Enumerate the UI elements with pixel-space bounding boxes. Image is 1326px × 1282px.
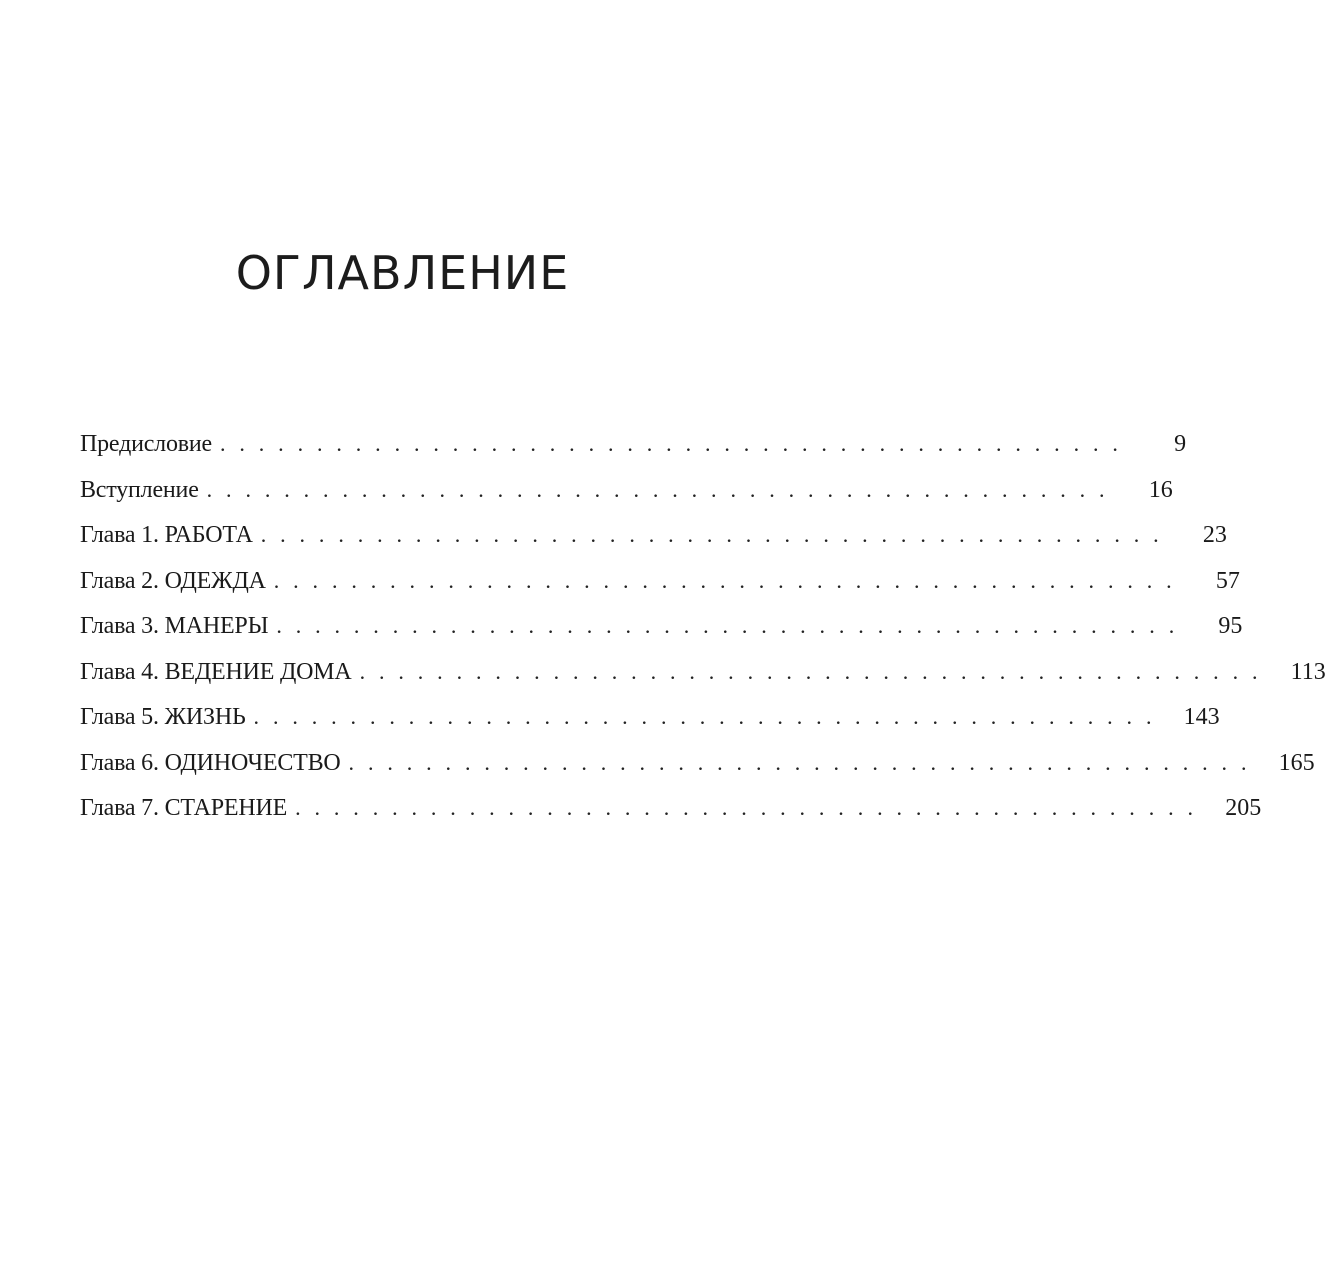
toc-page-number: 205 [1225, 795, 1262, 821]
dot-leader: . . . . . . . . . . . . . . . . . . . . . . . . . . . . . . . . . . . . . . . . . . . . . . . [276, 613, 1179, 638]
toc-entry-label: Глава 6. ОДИНОЧЕСТВО [80, 749, 341, 776]
dot-leader: . . . . . . . . . . . . . . . . . . . . . . . . . . . . . . . . . . . . . . . . . . . . . . . [219, 431, 1123, 456]
toc-entry-chapter-2 [80, 561, 1240, 607]
toc-entry-label: Глава 2. ОДЕЖДА [80, 567, 266, 594]
page-title: ОГЛАВЛЕНИЕ [235, 246, 570, 300]
toc-page-number: 57 [1215, 567, 1240, 594]
toc-entry-label: Вступление [80, 476, 199, 503]
toc-page-number: 16 [1148, 476, 1173, 503]
toc-entry-chapter-1 [80, 515, 1227, 561]
toc-entry-chapter-6 [80, 743, 1315, 789]
toc-entry-label: Глава 1. РАБОТА [80, 522, 253, 548]
dot-leader: . . . . . . . . . . . . . . . . . . . . . . . . . . . . . . . . . . . . . . . . . . . . . . . [273, 567, 1176, 593]
toc-entry-chapter-3 [80, 606, 1243, 652]
toc-entry-chapter-5 [80, 697, 1220, 743]
toc-entry-label: Глава 3. МАНЕРЫ [80, 613, 269, 639]
toc-entry-label: Предисловие [80, 431, 212, 457]
dot-leader: . . . . . . . . . . . . . . . . . . . . . . . . . . . . . . . . . . . . . . . . . . . . . . . [253, 704, 1156, 729]
toc-entry-introduction [80, 470, 1173, 516]
table-of-contents [80, 424, 1326, 834]
toc-entry-preface [80, 424, 1187, 470]
dot-leader: . . . . . . . . . . . . . . . . . . . . . . . . . . . . . . . . . . . . . . . . . . . . . . . [295, 795, 1198, 820]
toc-entry-chapter-7 [80, 788, 1262, 834]
toc-entry-label: Глава 5. ЖИЗНЬ [80, 704, 246, 730]
toc-entry-label: Глава 7. СТАРЕНИЕ [80, 795, 288, 821]
toc-page-number: 9 [1174, 431, 1187, 457]
toc-page-number: 165 [1278, 749, 1315, 776]
dot-leader: . . . . . . . . . . . . . . . . . . . . . . . . . . . . . . . . . . . . . . . . . . . . . . . [206, 476, 1109, 502]
dot-leader: . . . . . . . . . . . . . . . . . . . . . . . . . . . . . . . . . . . . . . . . . . . . . . . [348, 749, 1251, 775]
toc-page-number: 113 [1290, 658, 1326, 685]
dot-leader: . . . . . . . . . . . . . . . . . . . . . . . . . . . . . . . . . . . . . . . . . . . . . . . [260, 522, 1163, 547]
toc-entry-label: Глава 4. ВЕДЕНИЕ ДОМА [80, 658, 352, 685]
toc-page-number: 95 [1218, 613, 1243, 639]
dot-leader: . . . . . . . . . . . . . . . . . . . . . . . . . . . . . . . . . . . . . . . . . . . . . . . [359, 658, 1262, 684]
toc-entry-chapter-4 [80, 652, 1326, 698]
toc-page-number: 143 [1183, 704, 1220, 730]
toc-page-number: 23 [1202, 522, 1227, 548]
